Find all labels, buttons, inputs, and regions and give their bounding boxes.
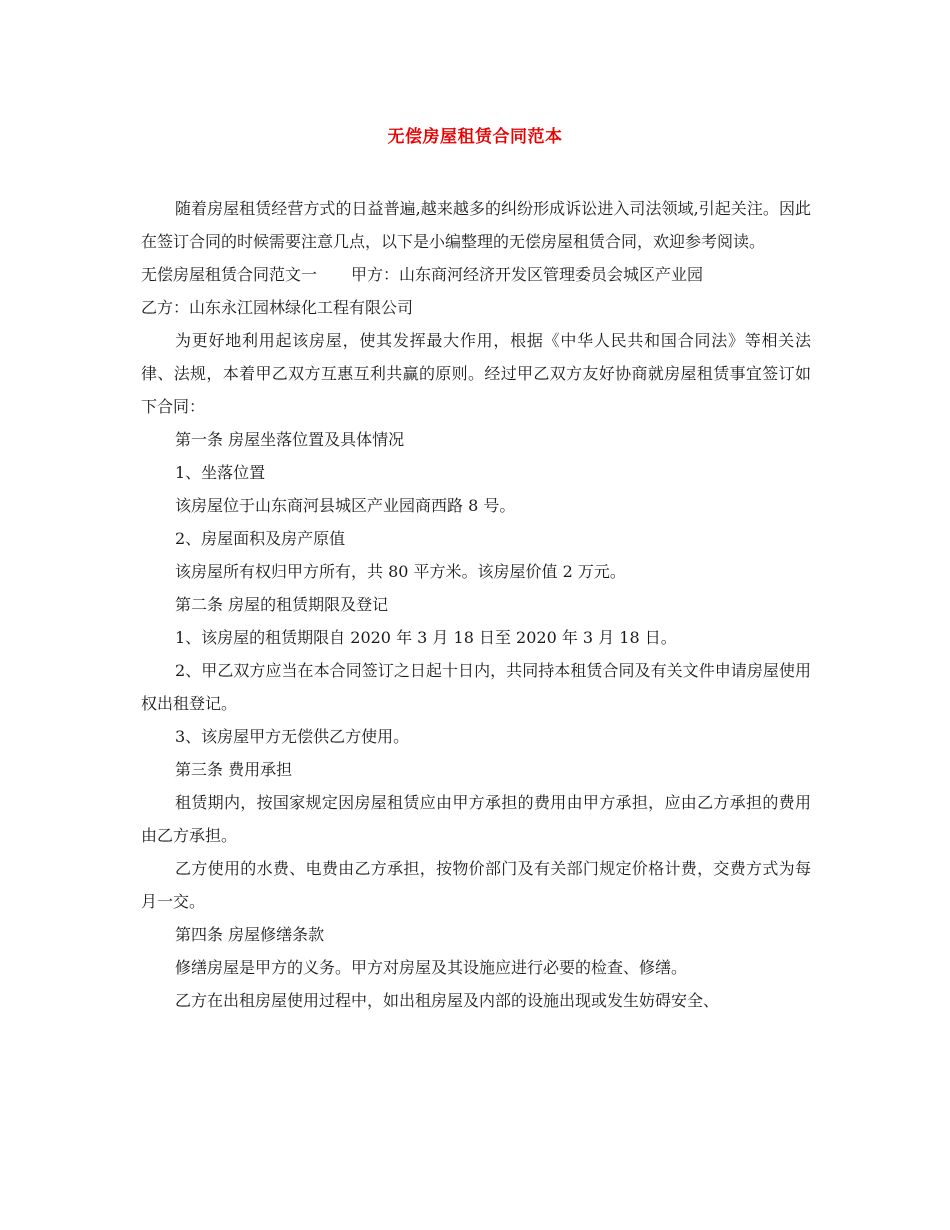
article-3-paragraph-2: 乙方使用的水费、电费由乙方承担，按物价部门及有关部门规定价格计费，交费方式为每月一交。 [141, 859, 811, 911]
article-1-title: 第一条 房屋坐落位置及具体情况 [175, 430, 405, 449]
article-1-item-2-text: 该房屋所有权归甲方所有，共 80 平方米。该房屋价值 2 万元。 [175, 562, 626, 581]
preamble-paragraph: 为更好地利用起该房屋，使其发挥最大作用，根据《中华人民共和国合同法》等相关法律、法规，本着甲乙双方互惠互利共赢的原则。经过甲乙双方友好协商就房屋租赁事宜签订如下合同： [141, 331, 811, 416]
intro-paragraph: 随着房屋租赁经营方式的日益普遍,越来越多的纠纷形成诉讼进入司法领域,引起关注。因此在签订合同的时候需要注意几点，以下是小编整理的无偿房屋租赁合同，欢迎参考阅读。 [141, 199, 811, 251]
sample-heading-line [141, 258, 811, 291]
sample-heading: 无偿房屋租赁合同范文一 [141, 265, 318, 284]
party-b: 乙方：山东永江园林绿化工程有限公司 [141, 298, 414, 317]
article-1-item-2-title: 2、房屋面积及房产原值 [175, 529, 346, 548]
article-4-paragraph-1: 修缮房屋是甲方的义务。甲方对房屋及其设施应进行必要的检查、修缮。 [175, 958, 688, 977]
article-1-item-1-text: 该房屋位于山东商河县城区产业园商西路 8 号。 [175, 496, 516, 515]
heading-spacer [317, 258, 351, 291]
article-2-item-1: 1、该房屋的租赁期限自 2020 年 3 月 18 日至 2020 年 3 月 18 日。 [175, 628, 677, 647]
article-4-paragraph-2: 乙方在出租房屋使用过程中，如出租房屋及内部的设施出现或发生妨碍安全、 [175, 991, 720, 1010]
article-3-paragraph-1: 租赁期内，按国家规定因房屋租赁应由甲方承担的费用由甲方承担，应由乙方承担的费用由乙方承担。 [141, 793, 811, 845]
document-body [141, 192, 811, 1017]
article-1-item-1-title: 1、坐落位置 [175, 463, 266, 482]
article-3-title: 第三条 费用承担 [175, 760, 293, 779]
document-title: 无偿房屋租赁合同范本 [387, 127, 563, 147]
article-2-title: 第二条 房屋的租赁期限及登记 [175, 595, 389, 614]
article-2-item-3: 3、该房屋甲方无偿供乙方使用。 [175, 727, 410, 746]
party-a: 甲方：山东商河经济开发区管理委员会城区产业园 [351, 265, 704, 284]
article-2-item-2: 2、甲乙双方应当在本合同签订之日起十日内，共同持本租赁合同及有关文件申请房屋使用权出租登记。 [141, 661, 811, 713]
article-4-title: 第四条 房屋修缮条款 [175, 925, 325, 944]
